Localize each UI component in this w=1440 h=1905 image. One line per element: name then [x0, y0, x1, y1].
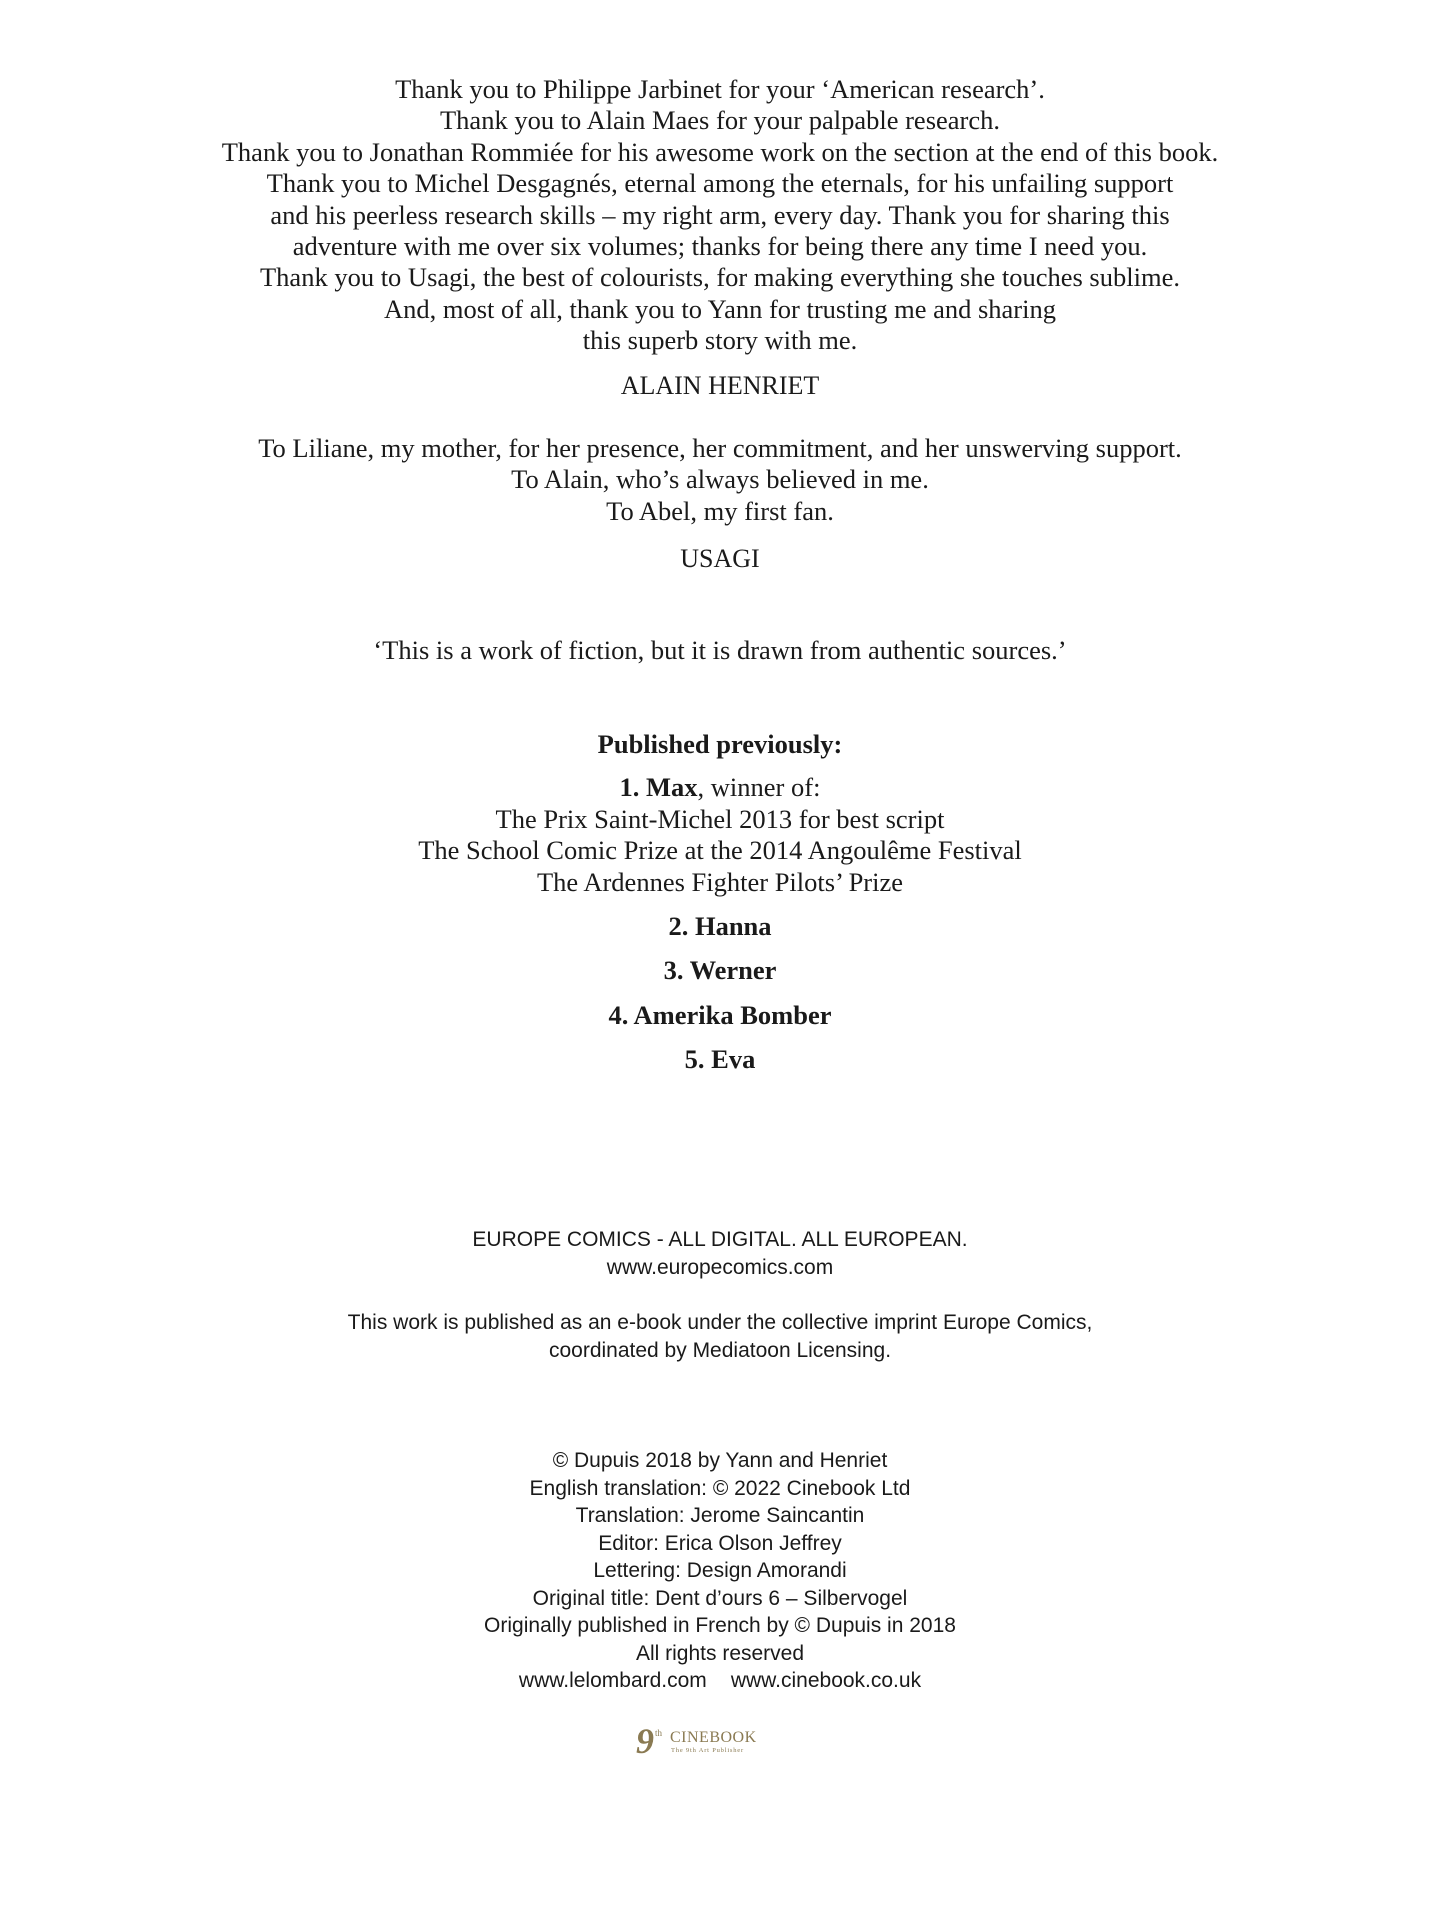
prize-line: The Prix Saint-Michel 2013 for best script [495, 803, 945, 834]
signature-alain-henriet: ALAIN HENRIET [620, 371, 820, 400]
credit-line: Originally published in French by © Dupuis in 2018 [484, 1614, 956, 1637]
volume-title: Max [646, 772, 698, 803]
thanks-line: Thank you to Jonathan Rommiée for his awesome work on the section at the end of this book. [221, 136, 1219, 167]
thanks-line: Thank you to Usagi, the best of colourists, for making everything she touches sublime. [260, 262, 1180, 293]
volume-2: 2. Hanna [668, 911, 772, 942]
acknowledgements [0, 74, 1440, 357]
cinebook-link[interactable]: www.cinebook.co.uk [730, 1669, 922, 1692]
fiction-disclaimer: ‘This is a work of fiction, but it is drawn from authentic sources.’ [373, 635, 1067, 665]
lelombard-link[interactable]: www.lelombard.com [518, 1669, 707, 1692]
thanks-line: Thank you to Michel Desgagnés, eternal among the eternals, for his unfailing support [266, 168, 1174, 199]
thanks-line: and his peerless research skills – my right arm, every day. Thank you for sharing this [270, 199, 1170, 230]
credit-line: © Dupuis 2018 by Yann and Henriet [552, 1449, 888, 1472]
thanks-line: adventure with me over six volumes; thanks for being there any time I need you. [292, 231, 1148, 262]
logo-superscript: th [655, 1728, 663, 1738]
publisher-links [0, 1667, 1440, 1695]
volume-number: 1. [619, 772, 640, 803]
logo-name: CINEBOOK [670, 1729, 757, 1746]
logo-tagline: The 9th Art Publisher [671, 1747, 744, 1754]
prize-line: The School Comic Prize at the 2014 Angoulême Festival [418, 835, 1022, 866]
credit-line: Editor: Erica Olson Jeffrey [598, 1531, 842, 1555]
volume-suffix: , winner of: [697, 772, 821, 803]
europe-url: www.europecomics.com [606, 1255, 834, 1279]
credit-line: Translation: Jerome Saincantin [575, 1504, 865, 1527]
volume-4: 4. Amerika Bomber [608, 999, 832, 1030]
volume-3: 3. Werner [663, 955, 777, 986]
volume-1 [0, 772, 1440, 803]
imprint-notice [0, 1309, 1440, 1364]
logo-numeral: 9 [636, 1721, 654, 1760]
published-previously [0, 729, 1440, 1076]
credit-line: Lettering: Design Amorandi [593, 1559, 847, 1582]
credit-line: English translation: © 2022 Cinebook Ltd [529, 1476, 911, 1500]
published-heading: Published previously: [597, 729, 843, 759]
cinebook-logo [632, 1720, 792, 1760]
prize-line: The Ardennes Fighter Pilots’ Prize [536, 866, 904, 897]
volume-5: 5. Eva [684, 1044, 756, 1075]
dedication [0, 433, 1440, 527]
credit-line: Original title: Dent d’ours 6 – Silbervogel [532, 1586, 908, 1610]
imprint-line: This work is published as an e-book under the collective imprint Europe Comics, [347, 1311, 1093, 1334]
credits [0, 1447, 1440, 1695]
europe-comics-block [0, 1226, 1440, 1281]
signature-usagi: USAGI [680, 544, 760, 573]
imprint-line: coordinated by Mediatoon Licensing. [548, 1338, 892, 1362]
thanks-line: And, most of all, thank you to Yann for trusting me and sharing [383, 293, 1056, 324]
thanks-line: Thank you to Philippe Jarbinet for your ‘American research’. [395, 74, 1045, 104]
dedication-line: To Abel, my first fan. [606, 495, 834, 526]
thanks-line: Thank you to Alain Maes for your palpable research. [440, 105, 1000, 136]
dedication-line: To Liliane, my mother, for her presence, her commitment, and her unswerving support. [258, 433, 1182, 463]
credit-line: All rights reserved [635, 1641, 805, 1665]
dedication-line: To Alain, who’s always believed in me. [511, 464, 929, 495]
thanks-line: this superb story with me. [582, 325, 858, 356]
europe-tagline: EUROPE COMICS - ALL DIGITAL. ALL EUROPEAN. [472, 1228, 968, 1251]
